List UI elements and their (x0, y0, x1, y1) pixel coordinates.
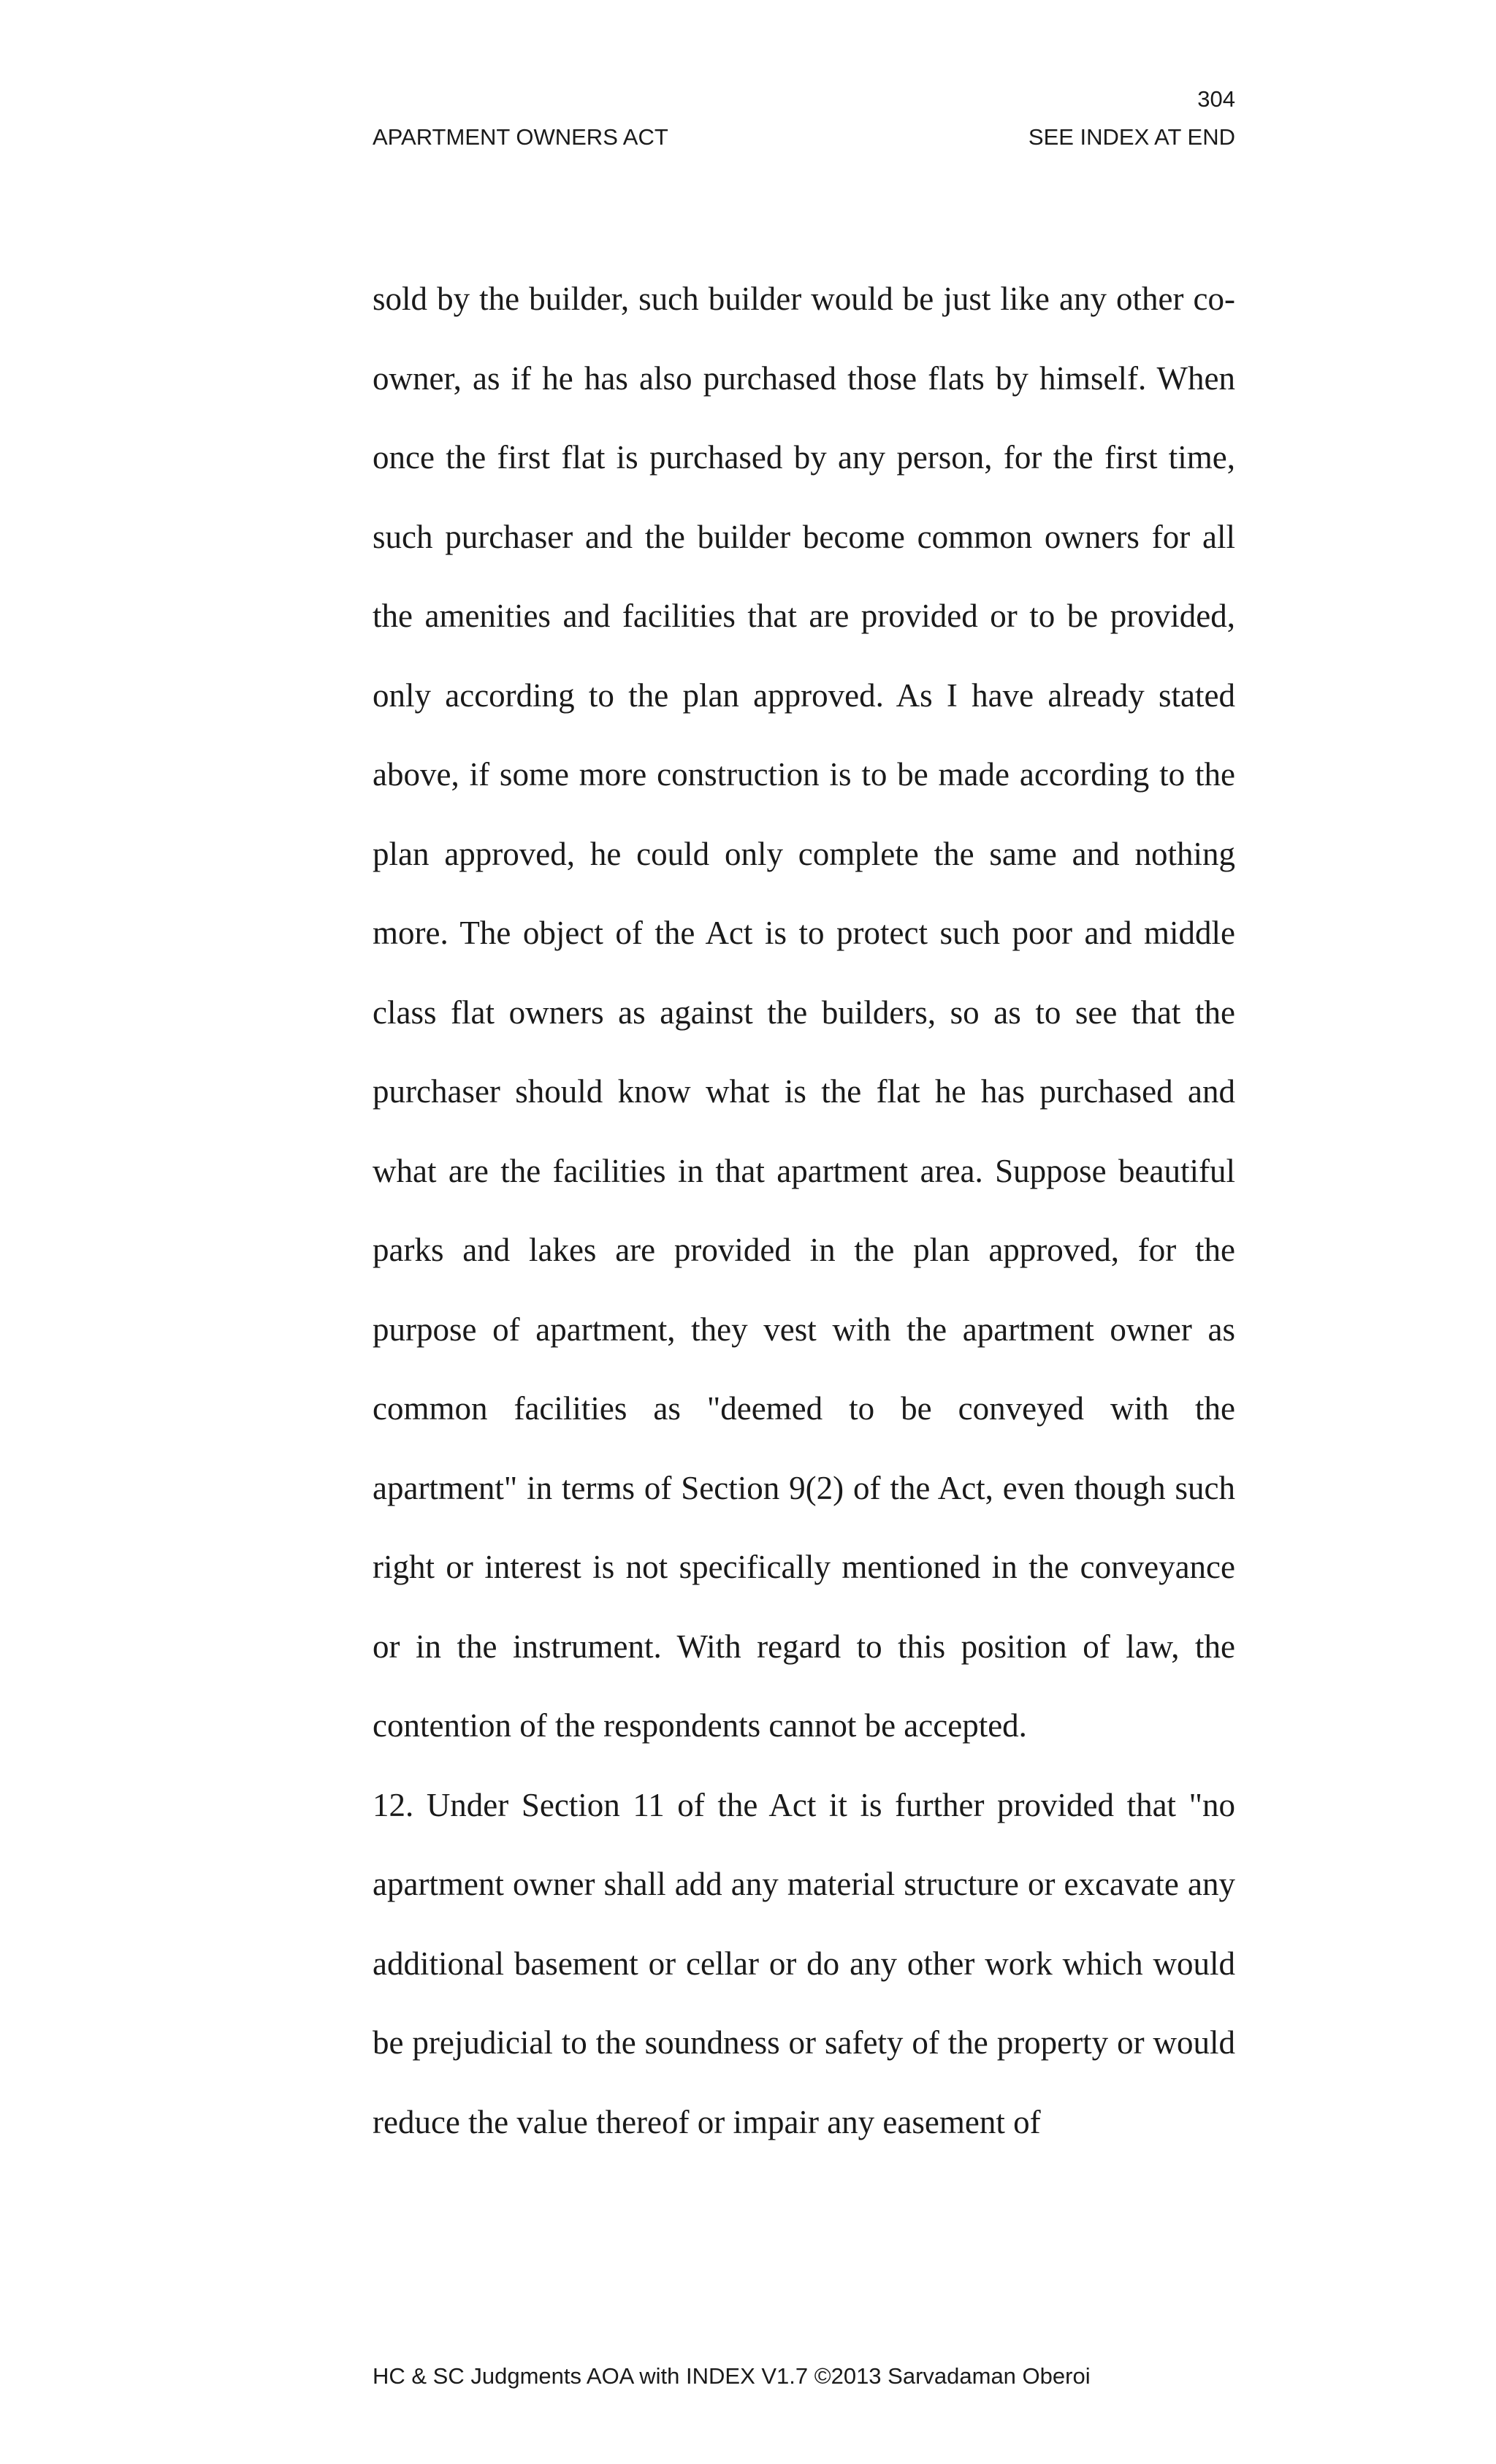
running-head-index-note: SEE INDEX AT END (1028, 124, 1235, 150)
document-body (373, 259, 1235, 2162)
body-paragraph: 12. Under Section 11 of the Act it is further provided that "no apartment owner shall add any material structure or excavate any additional basement or cellar or do any other work which would be prejudicial to the soundness or safety of the property or would reduce the value thereof or impair any easement of (373, 1786, 1235, 2140)
page-number: 304 (1197, 86, 1235, 112)
body-paragraph: sold by the builder, such builder would be just like any other co-owner, as if he has also purchased those flats by himself. When once the first flat is purchased by any person, for the first time, such purchaser and the builder become common owners for all the amenities and facilities that are provided or to be provided, only according to the plan approved. As I have already stated above, if some more construction is to be made according to the plan approved, he could only complete the same and nothing more. The object of the Act is to protect such poor and middle class flat owners as against the builders, so as to see that the purchaser should know what is the flat he has purchased and what are the facilities in that apartment area. Suppose beautiful parks and lakes are provided in the plan approved, for the purpose of apartment, they vest with the apartment owner as common facilities as "deemed to be conveyed with the apartment" in terms of Section 9(2) of the Act, even though such right or interest is not specifically mentioned in the conveyance or in the instrument. With regard to this position of law, the contention of the respondents cannot be accepted. (373, 281, 1235, 1744)
page-footer: HC & SC Judgments AOA with INDEX V1.7 ©2013 Sarvadaman Oberoi (373, 2363, 1091, 2389)
running-head-title: APARTMENT OWNERS ACT (373, 124, 668, 150)
